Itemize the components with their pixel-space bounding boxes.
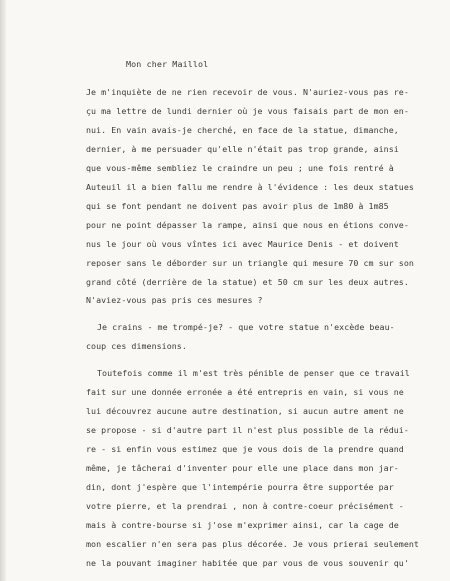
letter-line: mais à contre-bourse si j'ose m'exprimer ainsi, car la cage de (86, 520, 399, 530)
letter-line: mon escalier n'en sera pas plus décorée. Je vous prierai seulement (86, 539, 419, 549)
letter-line: Je crains - me trompé-je? - que votre statue n'excède beau- (97, 322, 395, 332)
letter-line: se propose - si d'autre part il n'est plus possible de la rédui- (86, 425, 409, 435)
letter-line: même, je tâcherai d'inventer pour elle une place dans mon jar- (86, 463, 399, 473)
letter-line: din, dont j'espère que l'intempérie pourra être supportée par (86, 482, 394, 492)
letter-line: coup ces dimensions. (86, 341, 187, 351)
letter-line: fait sur une donnée erronée a été entrepris en vain, si vous ne (86, 387, 404, 397)
letter-line: Auteuil il a bien fallu me rendre à l'évidence : les deux statues (86, 182, 414, 192)
salutation: Mon cher Maillol (126, 59, 209, 69)
letter-line: nus le jour où vous vîntes ici avec Maurice Denis - et doivent (86, 239, 399, 249)
letter-line: lui découvrez aucune autre destination, si aucun autre ament ne (86, 406, 404, 416)
letter-line: qui se font pendant ne doivent pas avoir plus de 1m80 à 1m85 (86, 201, 389, 211)
letter-line: pour ne point dépasser la rampe, ainsi que nous en étions conve- (86, 220, 409, 230)
letter-line: Toutefois comme il m'est très pénible de penser que ce travail (97, 368, 410, 378)
letter-line: Je m'inquiète de ne rien recevoir de vous. N'auriez-vous pas re- (86, 87, 409, 97)
letter-line: ne la pouvant imaginer habitée que par vous de vous souvenir qu' (86, 558, 409, 568)
letter-line: çu ma lettre de lundi dernier où je vous faisais part de mon en- (86, 106, 409, 116)
letter-line: dernier, à me persuader qu'elle n'était pas trop grande, ainsi (86, 144, 399, 154)
letter-line: nui. En vain avais-je cherché, en face de la statue, dimanche, (86, 125, 399, 135)
letter-line: que vous-même sembliez le craindre un peu ; une fois rentré à (86, 163, 394, 173)
letter-line: reposer sans le déborder sur un triangle qui mesure 70 cm sur son (86, 258, 414, 268)
letter-line: votre pierre, et la prendrai , non à contre-coeur précisément - (86, 501, 404, 511)
letter-line: re - si enfin vous estimez que je vous dois de la prendre quand (86, 444, 404, 454)
letter-line: N'aviez-vous pas pris ces mesures ? (86, 295, 263, 305)
letter-line: grand côté (derrière de la statue) et 50 cm sur les deux autres. (86, 277, 409, 287)
